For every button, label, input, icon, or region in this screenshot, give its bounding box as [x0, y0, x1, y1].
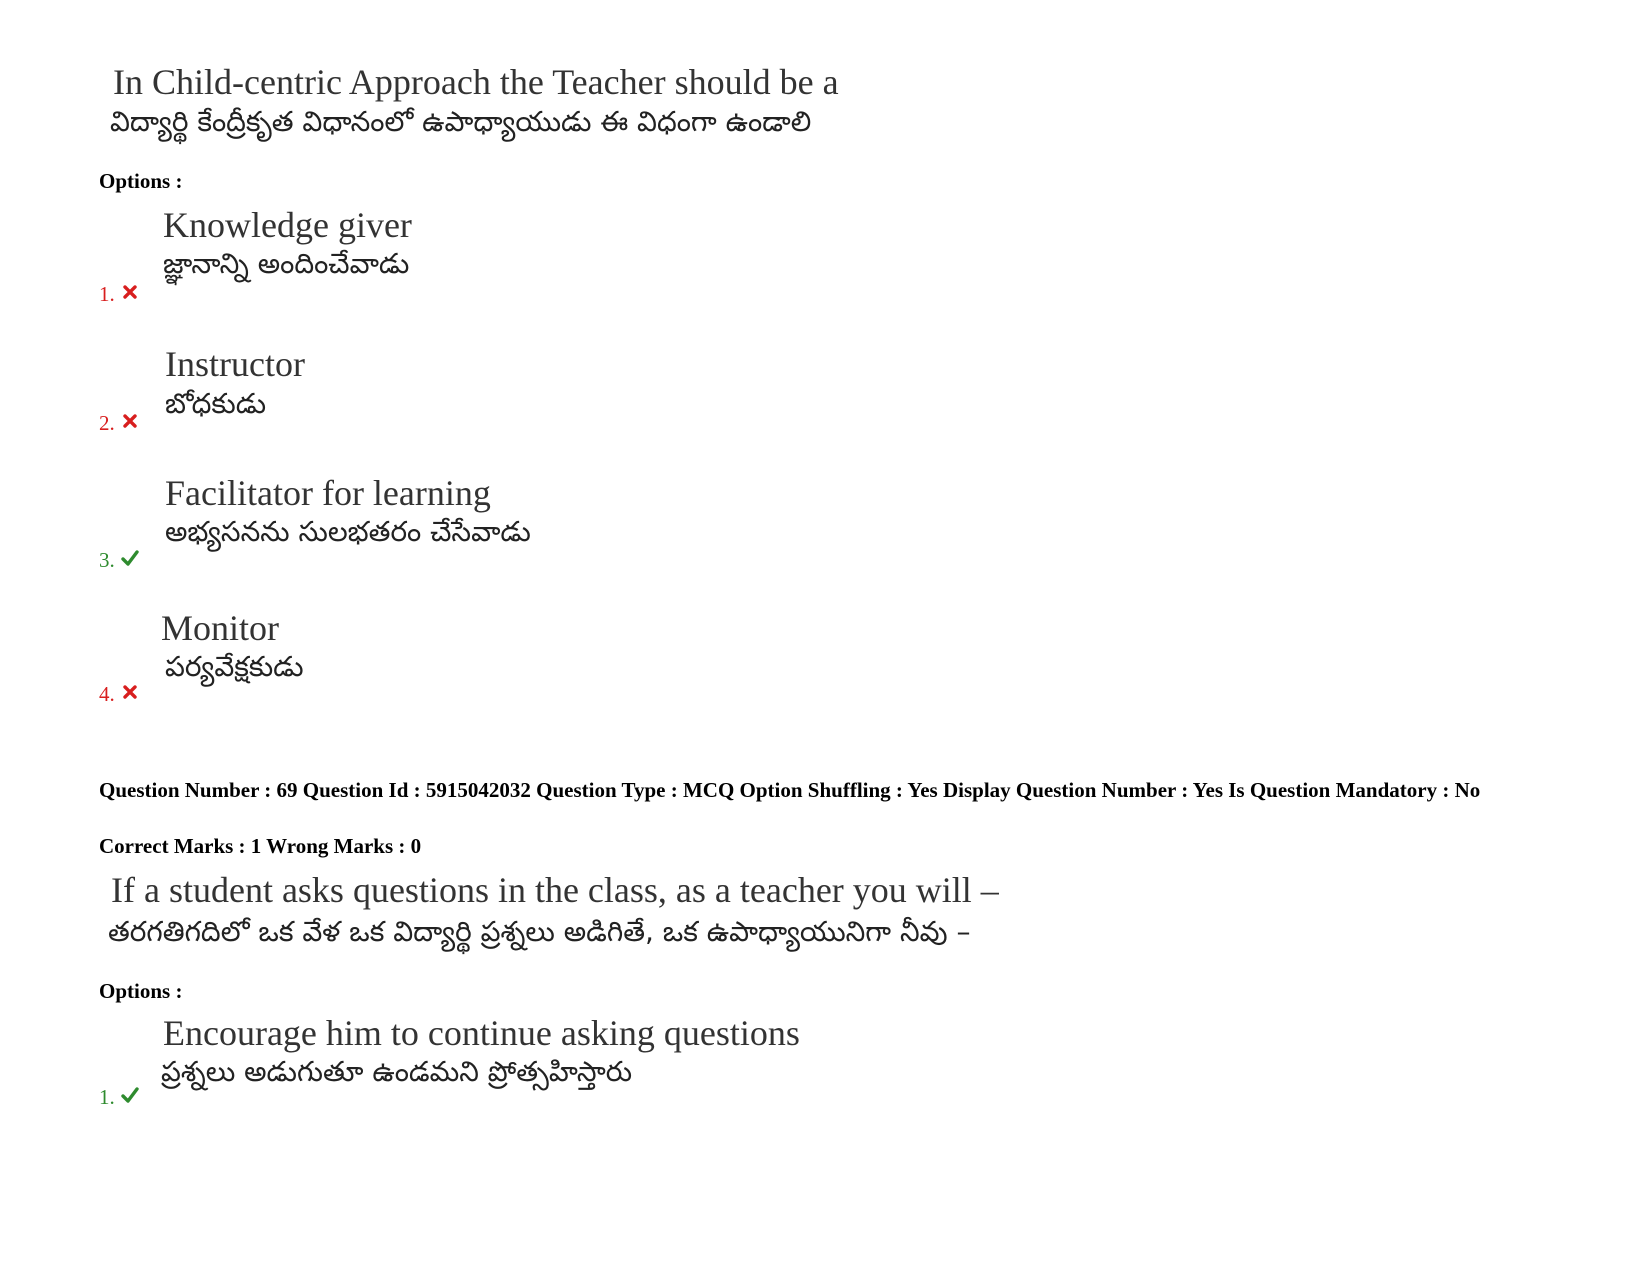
option-3-text-te: అభ్యసనను సులభతరం చేసేవాడు: [165, 515, 531, 548]
options-label: Options :: [99, 169, 183, 193]
cross-icon: [121, 412, 139, 430]
option-2-marker: [99, 413, 139, 434]
question-text-en: If a student asks questions in the class, as a teacher you will –: [111, 870, 999, 910]
check-icon: [121, 1086, 139, 1104]
option-2-text-te: బోధకుడు: [165, 387, 267, 420]
marks-line: Correct Marks : 1 Wrong Marks : 0: [99, 834, 422, 858]
option-1-text-en: Knowledge giver: [163, 205, 412, 245]
option-1-marker: [99, 284, 139, 305]
question-text-te: విద్యార్థి కేంద్రీకృత విధానంలో ఉపాధ్యాయుడు ఈ విధంగా ఉండాలి: [110, 105, 812, 138]
question-text-te: తరగతిగదిలో ఒక వేళ ఒక విద్యార్థి ప్రశ్నలు అడిగితే, ఒక ఉపాధ్యాయునిగా నీవు –: [108, 915, 971, 948]
question-text-en: In Child-centric Approach the Teacher should be a: [113, 62, 839, 102]
option-4-text-en: Monitor: [161, 608, 280, 648]
option-4-marker: [99, 684, 139, 705]
cross-icon: [121, 683, 139, 701]
option-1-text-te: ప్రశ్నలు అడుగుతూ ఉండమని ప్రోత్సహిస్తారు: [161, 1055, 633, 1088]
option-1-number: 1.: [99, 1085, 115, 1109]
cross-icon: [121, 283, 139, 301]
option-1-text-en: Encourage him to continue asking questions: [163, 1013, 800, 1053]
question-meta: Question Number : 69 Question Id : 5915042032 Question Type : MCQ Option Shuffling : Yes Display Question Number : Yes Is Question Mandatory : No: [99, 778, 1481, 802]
option-1-number: 1.: [99, 282, 115, 306]
option-4-number: 4.: [99, 682, 115, 706]
options-label: Options :: [99, 979, 183, 1003]
option-1-marker: [99, 1087, 139, 1108]
option-4-text-te: పర్యవేక్షకుడు: [165, 650, 304, 683]
option-3-number: 3.: [99, 548, 115, 572]
option-2-text-en: Instructor: [165, 344, 305, 384]
option-3-marker: [99, 550, 139, 571]
check-icon: [121, 549, 139, 567]
option-2-number: 2.: [99, 411, 115, 435]
option-1-text-te: జ్ఞానాన్ని అందించేవాడు: [163, 247, 410, 280]
option-3-text-en: Facilitator for learning: [165, 473, 491, 513]
